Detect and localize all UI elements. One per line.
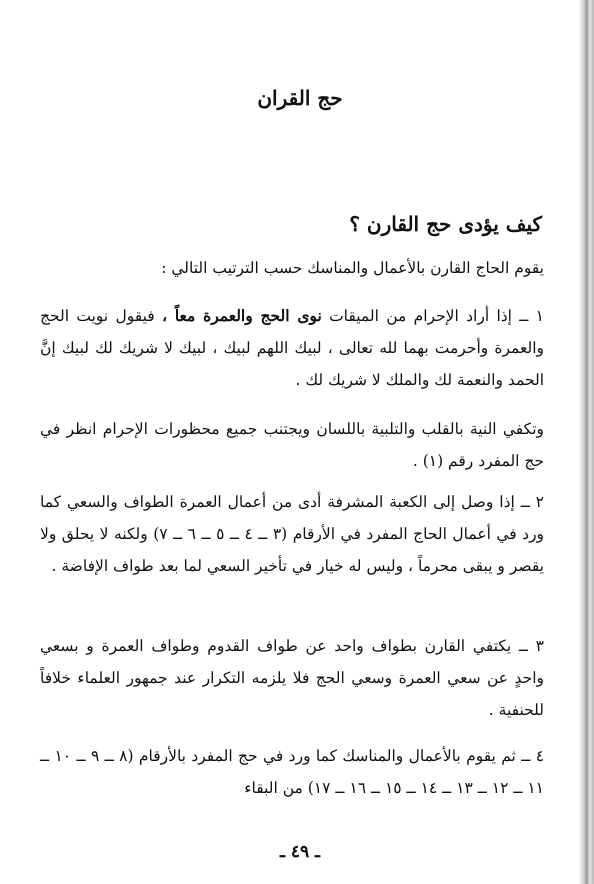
intro-paragraph: يقوم الحاج القارن بالأعمال والمناسك حسب الترتيب التالي :	[161, 259, 544, 277]
paragraph-step-2: ٢ ــ إذا وصل إلى الكعبة المشرفة أدى من أعمال العمرة الطواف والسعي كما ورد في أعمال الحاج المفرد في الأرقام (٣ ــ ٤ ــ ٥ ــ ٦ ــ ٧) ولكنه لا يحلق ولا يقصر و يبقى محرماً ، وليس له خيار في تأخير السعي لما بعد طواف الإفاضة .	[40, 493, 545, 575]
paragraph-step-1	[40, 300, 544, 396]
section-heading: كيف يؤدى حج القارن ؟	[349, 212, 542, 236]
paragraph-step-3: ٣ ــ يكتفي القارن بطواف واحد عن طواف القدوم وطواف العمرة و بسعي واحدٍ عن سعي العمرة وسعي الحج فلا يلزمه التكرار عند جمهور العلماء خلافاً للحنفية .	[40, 637, 544, 719]
paragraph-step-1-lead: ١ ــ إذا أراد الإحرام من الميقات	[321, 307, 544, 325]
chapter-title: حج القران	[257, 86, 343, 110]
paragraph-step-1-rest: فيقول نويت الحج والعمرة وأحرمت بهما لله تعالى ، لبيك اللهم لبيك ، لبيك لا شريك لك لبيك إنَّ الحمد والنعمة لك والملك لا شريك لك .	[40, 307, 544, 389]
paragraph-intention-note: وتكفي النية بالقلب والتلبية باللسان ويجتنب جميع محظورات الإحرام انظر في حج المفرد رقم (١) .	[40, 420, 544, 470]
book-spine-edge	[578, 0, 594, 884]
paragraph-step-4: ٤ ــ ثم يقوم بالأعمال والمناسك كما ورد في حج المفرد بالأرقام (٨ ــ ٩ ــ ١٠ ــ ١١ ــ ١٢ ــ ١٣ ــ ١٤ ــ ١٥ ــ ١٦ ــ ١٧) من البقاء	[40, 747, 545, 797]
page-number: ـ ٤٩ ـ	[279, 842, 321, 862]
paragraph-step-1-emphasis: نوى الحج والعمرة معاً ،	[162, 306, 322, 325]
